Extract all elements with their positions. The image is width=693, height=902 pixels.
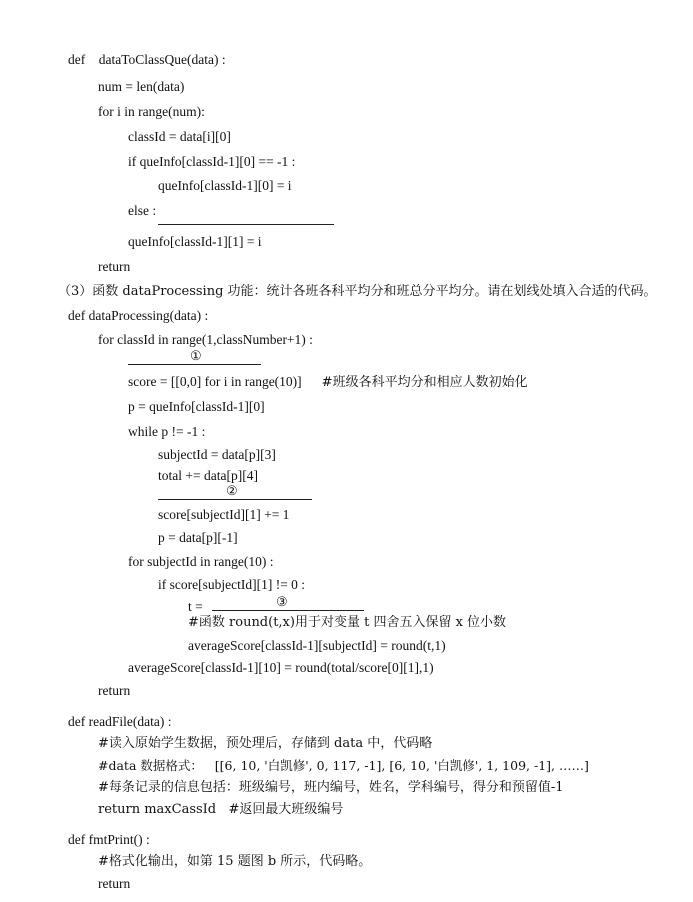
code-line: else :	[128, 203, 157, 218]
answer-blank	[158, 224, 334, 225]
code-line: classId = data[i][0]	[128, 129, 231, 144]
answer-blank-1	[128, 364, 261, 365]
code-line-def-fmtPrint: def fmtPrint() :	[68, 832, 150, 847]
code-comment: #班级各科平均分和相应人数初始化	[321, 375, 528, 390]
code-line: score[subjectId][1] += 1	[158, 507, 290, 522]
code-line-def-readFile: def readFile(data) :	[68, 714, 172, 729]
code-line: return	[98, 876, 131, 891]
code-line: p = queInfo[classId-1][0]	[128, 399, 265, 414]
code-line: averageScore[classId-1][subjectId] = round(t,1)	[188, 638, 446, 653]
code-line: averageScore[classId-1][10] = round(total/score[0][1],1)	[128, 660, 434, 675]
code-line	[128, 373, 528, 392]
code-line: t =	[188, 599, 203, 614]
code-line: return	[98, 259, 131, 274]
question-3-text: （3）函数 dataProcessing 功能：统计各班各科平均分和班总分平均分。请在划线处填入合适的代码。	[58, 284, 657, 299]
code-line: num = len(data)	[98, 79, 185, 94]
code-line: for subjectId in range(10) :	[128, 554, 274, 569]
blank-label-3: ③	[276, 594, 288, 609]
code-line: subjectId = data[p][3]	[158, 447, 276, 462]
code-line: for classId in range(1,classNumber+1) :	[98, 332, 313, 347]
code-line: return maxCassId #返回最大班级编号	[98, 802, 344, 817]
answer-blank-3	[212, 610, 364, 611]
code-line: p = data[p][-1]	[158, 530, 238, 545]
code-text: score = [[0,0] for i in range(10)]	[128, 374, 302, 389]
code-comment: #函数 round(t,x)用于对变量 t 四舍五入保留 x 位小数	[188, 615, 507, 630]
code-line-def-dataToClassQue: def dataToClassQue(data) :	[68, 52, 226, 67]
answer-blank-2	[158, 499, 312, 500]
code-comment: #每条记录的信息包括：班级编号，班内编号，姓名，学科编号，得分和预留值-1	[98, 780, 564, 795]
code-line: if queInfo[classId-1][0] == -1 :	[128, 154, 296, 169]
code-comment: #格式化输出，如第 15 题图 b 所示，代码略。	[98, 854, 372, 869]
code-line: if score[subjectId][1] != 0 :	[158, 577, 306, 592]
code-line: queInfo[classId-1][0] = i	[158, 178, 292, 193]
code-line: queInfo[classId-1][1] = i	[128, 234, 262, 249]
code-comment: #读入原始学生数据，预处理后，存储到 data 中，代码略	[98, 736, 433, 751]
code-comment: #data 数据格式： [[6, 10, '白凯修', 0, 117, -1], [6, 10, '白凯修', 1, 109, -1], ……]	[98, 758, 589, 773]
code-line: return	[98, 683, 131, 698]
code-line: total += data[p][4]	[158, 468, 258, 483]
blank-label-1: ①	[190, 348, 202, 363]
code-line-def-dataProcessing: def dataProcessing(data) :	[68, 308, 209, 323]
code-line: while p != -1 :	[128, 424, 206, 439]
code-line: for i in range(num):	[98, 104, 205, 119]
blank-label-2: ②	[226, 483, 238, 498]
